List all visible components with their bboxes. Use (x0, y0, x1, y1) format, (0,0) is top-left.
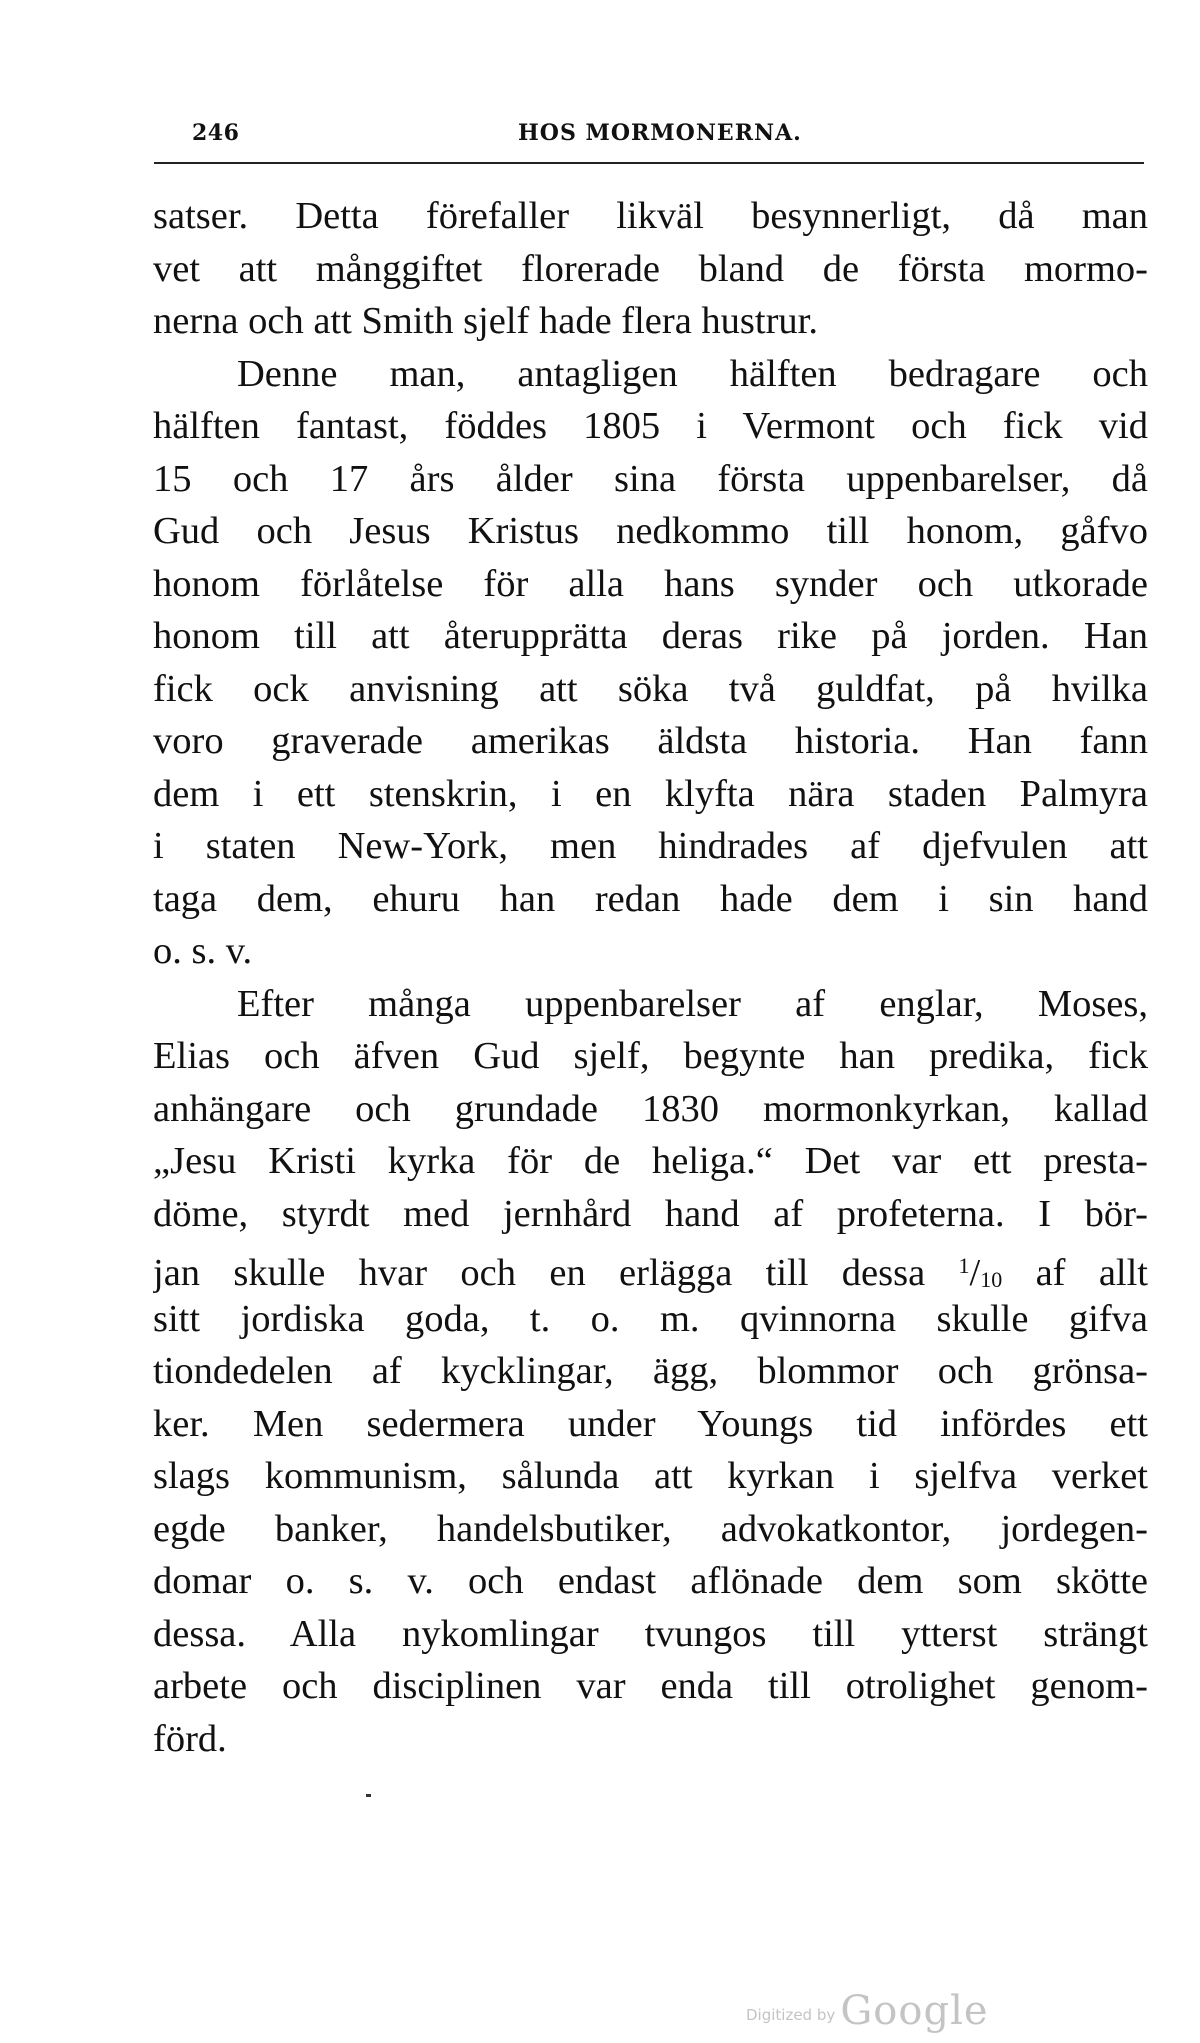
page-number: 246 (192, 120, 240, 146)
page-header (154, 112, 1144, 164)
ink-speck (366, 1794, 371, 1797)
text-line: satser. Detta förefaller likväl besynnerligt, då man (153, 195, 1148, 237)
paragraph-start-line: Efter många uppenbarelser af englar, Moses, (237, 982, 1148, 1025)
text-segment: af allt (1035, 1252, 1148, 1293)
text-line: honom förlåtelse för alla hans synder och utkorade (153, 562, 1148, 605)
text-line: hälften fantast, föddes 1805 i Vermont och fick vid (153, 405, 1148, 447)
text-line: nerna och att Smith sjelf hade flera hustrur. (153, 300, 818, 342)
text-line: Gud och Jesus Kristus nedkommo till honom, gåfvo (153, 510, 1148, 552)
text-line: 15 och 17 års ålder sina första uppenbarelser, då (153, 457, 1148, 500)
text-line: dem i ett stenskrin, i en klyfta nära staden Palmyra (153, 772, 1148, 815)
text-line: i staten New-York, men hindrades af djefvulen att (153, 825, 1148, 867)
text-line: ker. Men sedermera under Youngs tid infördes ett (153, 1402, 1148, 1445)
google-logo: Google (840, 1988, 989, 2034)
text-line: Elias och äfven Gud sjelf, begynte han predika, fick (153, 1035, 1148, 1077)
text-line: taga dem, ehuru han redan hade dem i sin hand (153, 877, 1148, 920)
text-line: dessa. Alla nykomlingar tvungos till ytterst strängt (153, 1612, 1148, 1655)
text-line: sitt jordiska goda, t. o. m. qvinnorna skulle gifva (153, 1297, 1148, 1340)
body-text (153, 190, 1148, 1765)
text-segment: jan skulle hvar och en erlägga till dessa (153, 1252, 926, 1293)
text-line: honom till att återupprätta deras rike på jorden. Han (153, 615, 1148, 657)
text-line: „Jesu Kristi kyrka för de heliga.“ Det var ett presta- (153, 1140, 1148, 1182)
fraction-denominator: 10 (980, 1267, 1003, 1292)
running-title: HOS MORMONERNA. (518, 120, 802, 146)
text-line: slags kommunism, sålunda att kyrkan i sjelfva verket (153, 1455, 1148, 1497)
text-line: tiondedelen af kycklingar, ägg, blommor och grönsa- (153, 1350, 1148, 1392)
text-line: vet att månggiftet florerade bland de första mormo- (153, 247, 1148, 290)
fraction (959, 1252, 1003, 1293)
text-line: döme, styrdt med jernhård hand af profeterna. I bör- (153, 1192, 1148, 1235)
text-line: domar o. s. v. och endast aflönade dem som skötte (153, 1560, 1148, 1602)
text-line: anhängare och grundade 1830 mormonkyrkan, kallad (153, 1087, 1148, 1130)
text-line-with-fraction (153, 1240, 1148, 1293)
text-line: fick ock anvisning att söka två guldfat, på hvilka (153, 667, 1148, 710)
paragraph-start-line: Denne man, antagligen hälften bedragare och (237, 352, 1148, 395)
digitized-watermark (746, 1988, 989, 2034)
watermark-prefix: Digitized by (746, 2006, 836, 2024)
text-line: förd. (153, 1717, 227, 1760)
fraction-slash: / (969, 1252, 981, 1293)
fraction-numerator: 1 (958, 1253, 970, 1278)
text-line: arbete och disciplinen var enda till otrolighet genom- (153, 1665, 1148, 1707)
text-line: egde banker, handelsbutiker, advokatkontor, jordegen- (153, 1507, 1148, 1550)
text-line: o. s. v. (153, 930, 253, 972)
text-line: voro graverade amerikas äldsta historia. Han fann (153, 720, 1148, 762)
